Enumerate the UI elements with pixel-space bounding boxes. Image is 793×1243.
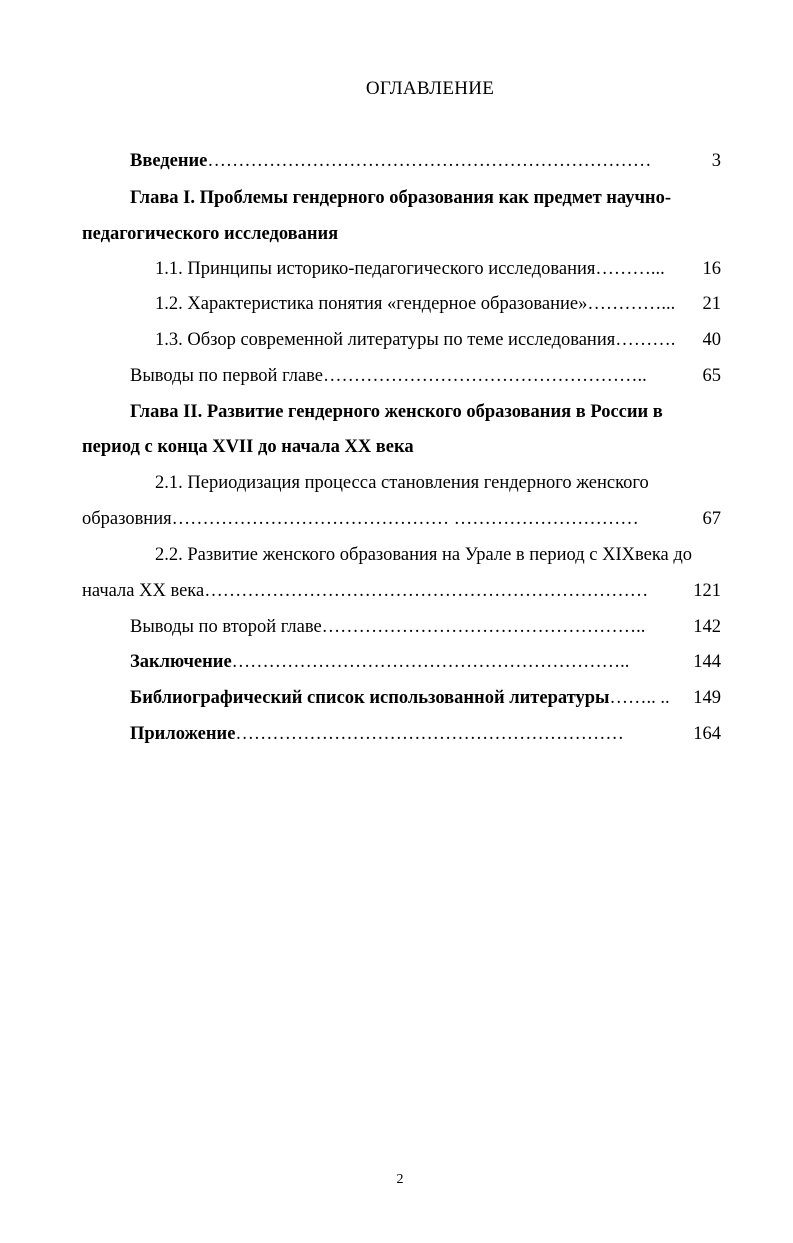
toc-page-number: 65 <box>702 366 721 386</box>
toc-entry-label: Выводы по второй главе <box>130 617 322 637</box>
toc-page-number: 3 <box>711 151 721 171</box>
toc-page-number: 121 <box>693 581 721 601</box>
toc-entry-conclusion <box>130 651 629 673</box>
toc-entry-bibliography <box>130 687 670 709</box>
toc-entry-conclusions-2 <box>130 616 645 638</box>
toc-leader-dots: …………………………………………….. <box>323 366 647 386</box>
toc-entry-appendix <box>130 723 624 745</box>
toc-entry-1-3 <box>155 329 675 351</box>
toc-page-number: 142 <box>693 617 721 637</box>
toc-chapter2-line1: Глава II. Развитие гендерного женского образования в России в <box>130 402 663 422</box>
toc-entry-label: 1.2. Характеристика понятия «гендерное образование» <box>155 294 588 314</box>
toc-leader-dots: …….. .. <box>609 688 670 708</box>
toc-leader-dots: …………………………………………….. <box>321 617 646 637</box>
toc-leader-dots: ……………………………………………………… <box>235 724 624 744</box>
toc-entry-label: Приложение <box>130 724 236 744</box>
toc-chapter1-line2: педагогического исследования <box>82 224 339 244</box>
toc-page-number: 21 <box>702 294 721 314</box>
toc-page-number: 16 <box>702 259 721 279</box>
toc-page-number: 149 <box>693 688 721 708</box>
toc-entry-2-1-line1: 2.1. Периодизация процесса становления гендерного женского <box>155 473 649 493</box>
toc-page-number: 67 <box>702 509 721 529</box>
page-number: 2 <box>396 1172 404 1187</box>
toc-page-number: 40 <box>702 330 721 350</box>
toc-page-number: 144 <box>693 652 721 672</box>
toc-entry-label: 1.1. Принципы историко-педагогического исследования <box>155 259 596 279</box>
toc-page-number: 164 <box>693 724 721 744</box>
toc-chapter2-line2: период с конца XVII до начала XX века <box>82 437 414 457</box>
toc-entry-2-1-line2: образовния……………………………………… ………………………… <box>82 509 639 529</box>
toc-entry-label: Заключение <box>130 652 232 672</box>
toc-leader-dots: ……………………………………………………………… <box>207 151 652 171</box>
toc-entry-label: Выводы по первой главе <box>130 366 324 386</box>
toc-chapter1-line1: Глава I. Проблемы гендерного образования как предмет научно- <box>130 188 671 208</box>
toc-entry-intro <box>130 150 651 172</box>
toc-leader-dots: ………... <box>595 259 665 279</box>
toc-entry-1-2 <box>155 293 675 315</box>
toc-entry-2-2-line2: начала XX века……………………………………………………………… <box>82 581 649 601</box>
toc-entry-2-2-line1: 2.2. Развитие женского образования на Урале в период с XIXвека до <box>155 545 693 565</box>
toc-entry-label: Библиографический список использованной литературы <box>130 688 610 708</box>
toc-entry-conclusions-1 <box>130 365 647 387</box>
toc-leader-dots: ……………………………………………………….. <box>231 652 630 672</box>
toc-leader-dots: …………... <box>587 294 676 314</box>
toc-entry-label: 1.3. Обзор современной литературы по теме исследования <box>155 330 616 350</box>
toc-entry-1-1 <box>155 258 665 280</box>
toc-leader-dots: ………. <box>615 330 676 350</box>
page-title: ОГЛАВЛЕНИЕ <box>365 78 495 99</box>
toc-entry-label: Введение <box>130 151 208 171</box>
